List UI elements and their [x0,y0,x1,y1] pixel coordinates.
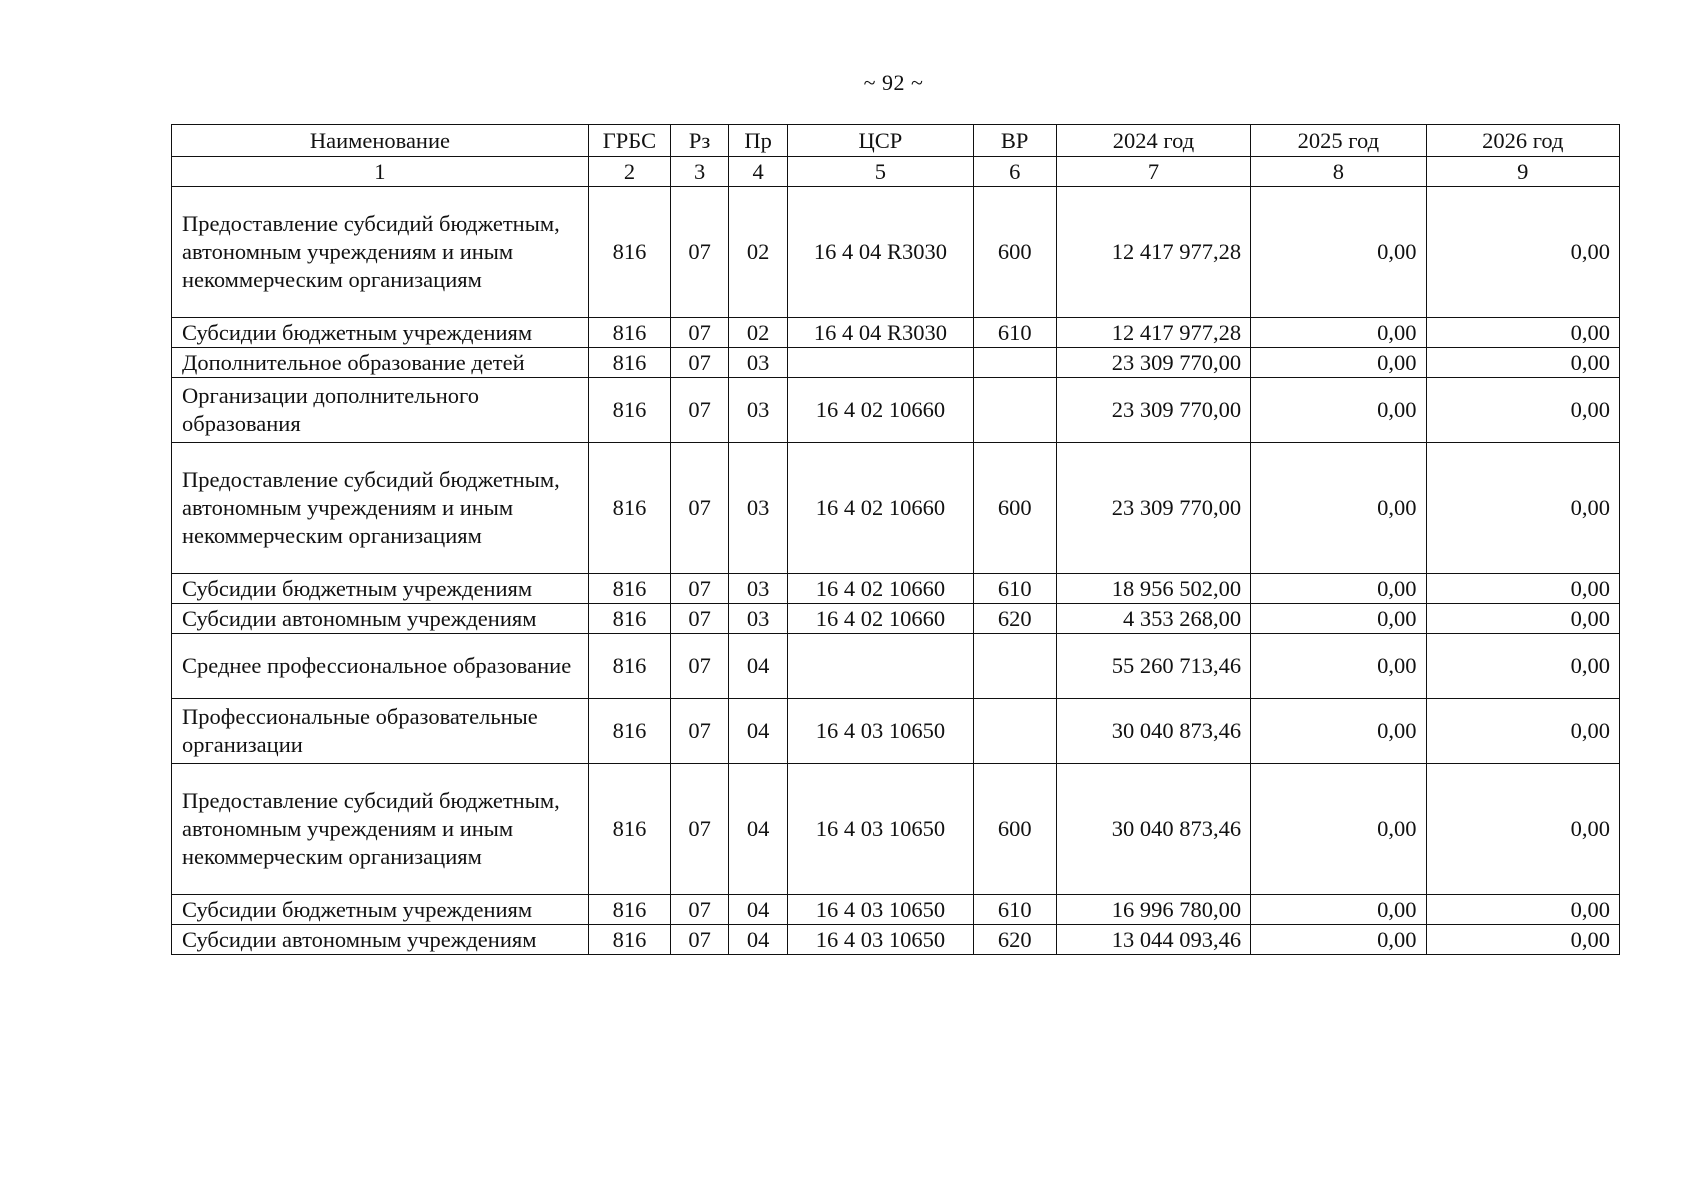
row-rz: 07 [671,764,729,895]
column-number: 4 [729,157,788,187]
row-2025: 0,00 [1251,187,1426,318]
row-2026: 0,00 [1426,604,1619,634]
row-2025: 0,00 [1251,378,1426,443]
row-vr [973,634,1056,699]
column-number: 7 [1056,157,1250,187]
table-row [172,764,1620,895]
row-rz: 07 [671,925,729,955]
table-row [172,634,1620,699]
row-rz: 07 [671,574,729,604]
header-name: Наименование [172,125,589,157]
row-2026: 0,00 [1426,187,1619,318]
row-2024: 30 040 873,46 [1056,699,1250,764]
row-vr: 610 [973,574,1056,604]
row-grbs: 816 [588,574,670,604]
row-name: Организации дополнительного образования [172,378,589,443]
row-csr: 16 4 03 10650 [788,895,973,925]
column-number: 2 [588,157,670,187]
row-2026: 0,00 [1426,925,1619,955]
table-row [172,604,1620,634]
row-rz: 07 [671,187,729,318]
row-2025: 0,00 [1251,348,1426,378]
header-rz: Рз [671,125,729,157]
header-2025: 2025 год [1251,125,1426,157]
row-vr: 620 [973,604,1056,634]
row-2025: 0,00 [1251,604,1426,634]
column-number-row [172,157,1620,187]
header-vr: ВР [973,125,1056,157]
row-csr [788,348,973,378]
row-csr: 16 4 03 10650 [788,699,973,764]
header-2026: 2026 год [1426,125,1619,157]
page-number: ~ 92 ~ [863,70,924,95]
row-vr: 600 [973,187,1056,318]
row-vr: 610 [973,895,1056,925]
header-grbs: ГРБС [588,125,670,157]
row-2026: 0,00 [1426,443,1619,574]
row-grbs: 816 [588,764,670,895]
row-grbs: 816 [588,699,670,764]
row-rz: 07 [671,443,729,574]
row-name: Среднее профессиональное образование [172,634,589,699]
row-name: Профессиональные образовательные организации [172,699,589,764]
row-2024: 4 353 268,00 [1056,604,1250,634]
row-pr: 03 [729,378,788,443]
row-name: Предоставление субсидий бюджетным, автономным учреждениям и иным некоммерческим организациям [172,764,589,895]
row-name: Субсидии бюджетным учреждениям [172,574,589,604]
row-grbs: 816 [588,895,670,925]
row-2025: 0,00 [1251,318,1426,348]
row-csr: 16 4 03 10650 [788,925,973,955]
table-row [172,378,1620,443]
row-csr: 16 4 02 10660 [788,378,973,443]
row-grbs: 816 [588,634,670,699]
row-rz: 07 [671,318,729,348]
row-2024: 23 309 770,00 [1056,443,1250,574]
row-vr [973,378,1056,443]
row-vr: 610 [973,318,1056,348]
row-csr: 16 4 04 R3030 [788,318,973,348]
header-csr: ЦСР [788,125,973,157]
row-pr: 04 [729,764,788,895]
row-rz: 07 [671,378,729,443]
row-2024: 16 996 780,00 [1056,895,1250,925]
row-name: Субсидии автономным учреждениям [172,925,589,955]
table-row [172,895,1620,925]
row-pr: 03 [729,348,788,378]
row-csr: 16 4 02 10660 [788,604,973,634]
row-2024: 12 417 977,28 [1056,318,1250,348]
table-row [172,318,1620,348]
row-2026: 0,00 [1426,699,1619,764]
row-name: Предоставление субсидий бюджетным, автономным учреждениям и иным некоммерческим организациям [172,443,589,574]
row-rz: 07 [671,604,729,634]
row-pr: 04 [729,925,788,955]
row-pr: 03 [729,574,788,604]
table-row [172,348,1620,378]
row-2025: 0,00 [1251,925,1426,955]
row-2025: 0,00 [1251,634,1426,699]
row-2026: 0,00 [1426,348,1619,378]
row-2025: 0,00 [1251,699,1426,764]
row-rz: 07 [671,895,729,925]
row-2024: 12 417 977,28 [1056,187,1250,318]
column-number: 1 [172,157,589,187]
row-name: Дополнительное образование детей [172,348,589,378]
row-2025: 0,00 [1251,574,1426,604]
row-2025: 0,00 [1251,443,1426,574]
column-number: 6 [973,157,1056,187]
row-vr: 600 [973,764,1056,895]
row-vr [973,348,1056,378]
row-name: Субсидии бюджетным учреждениям [172,895,589,925]
row-pr: 03 [729,604,788,634]
row-2026: 0,00 [1426,895,1619,925]
row-2026: 0,00 [1426,634,1619,699]
row-csr: 16 4 03 10650 [788,764,973,895]
column-number: 9 [1426,157,1619,187]
row-vr [973,699,1056,764]
row-csr: 16 4 02 10660 [788,574,973,604]
row-pr: 02 [729,187,788,318]
row-csr: 16 4 02 10660 [788,443,973,574]
row-csr [788,634,973,699]
row-2026: 0,00 [1426,318,1619,348]
row-vr: 620 [973,925,1056,955]
row-pr: 04 [729,699,788,764]
row-grbs: 816 [588,187,670,318]
row-2026: 0,00 [1426,378,1619,443]
row-name: Субсидии бюджетным учреждениям [172,318,589,348]
row-rz: 07 [671,634,729,699]
row-2024: 30 040 873,46 [1056,764,1250,895]
row-pr: 04 [729,895,788,925]
header-2024: 2024 год [1056,125,1250,157]
row-2024: 23 309 770,00 [1056,378,1250,443]
row-rz: 07 [671,348,729,378]
column-number: 3 [671,157,729,187]
row-csr: 16 4 04 R3030 [788,187,973,318]
budget-table [171,124,1620,955]
row-2024: 55 260 713,46 [1056,634,1250,699]
table-row [172,187,1620,318]
row-grbs: 816 [588,378,670,443]
row-grbs: 816 [588,604,670,634]
row-2024: 23 309 770,00 [1056,348,1250,378]
row-pr: 03 [729,443,788,574]
row-2026: 0,00 [1426,764,1619,895]
row-2026: 0,00 [1426,574,1619,604]
column-number: 5 [788,157,973,187]
row-2025: 0,00 [1251,764,1426,895]
header-row [172,125,1620,157]
row-pr: 04 [729,634,788,699]
row-grbs: 816 [588,348,670,378]
row-grbs: 816 [588,925,670,955]
table-row [172,925,1620,955]
table-row [172,574,1620,604]
row-rz: 07 [671,699,729,764]
row-grbs: 816 [588,318,670,348]
row-grbs: 816 [588,443,670,574]
table-row [172,699,1620,764]
row-2024: 13 044 093,46 [1056,925,1250,955]
row-pr: 02 [729,318,788,348]
table-row [172,443,1620,574]
row-name: Предоставление субсидий бюджетным, автономным учреждениям и иным некоммерческим организациям [172,187,589,318]
header-pr: Пр [729,125,788,157]
column-number: 8 [1251,157,1426,187]
row-name: Субсидии автономным учреждениям [172,604,589,634]
row-2024: 18 956 502,00 [1056,574,1250,604]
row-2025: 0,00 [1251,895,1426,925]
row-vr: 600 [973,443,1056,574]
